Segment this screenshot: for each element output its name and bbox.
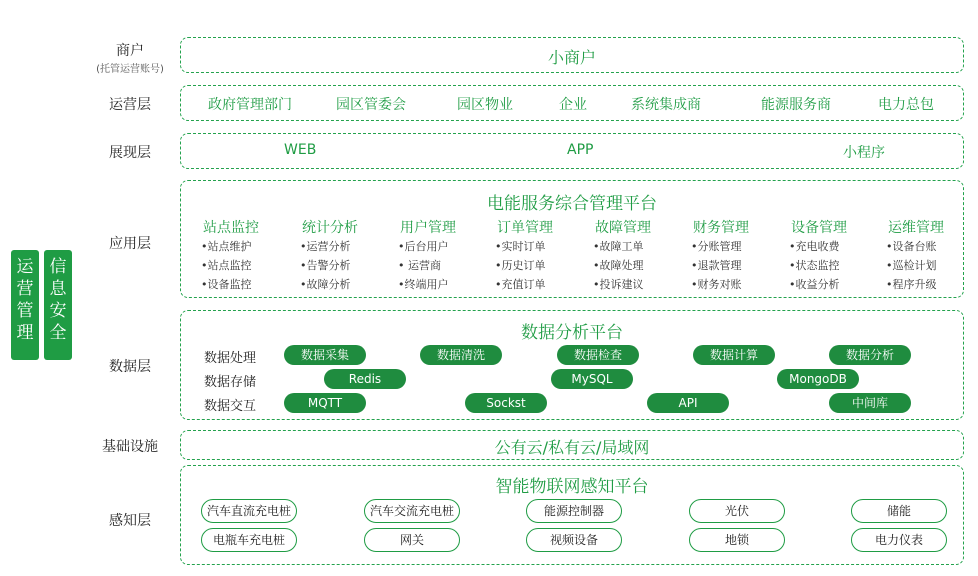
- data-layer-box: [180, 310, 964, 420]
- application-platform-title: 电能服务综合管理平台: [487, 194, 657, 214]
- merchant-layer-label: [60, 40, 200, 75]
- data-row-label-processing: 数据处理: [204, 351, 257, 366]
- data-interaction-pill: 中间库: [829, 393, 911, 413]
- data-processing-pill: 数据清洗: [420, 345, 502, 365]
- device-pill: 汽车直流充电桩: [201, 499, 297, 523]
- column-item: •财务对账: [691, 278, 742, 291]
- column-item: •终端用户: [398, 278, 449, 291]
- merchant-layer-title: 商户: [116, 43, 144, 59]
- side-bar-information-security: [44, 250, 72, 360]
- column-title: 财务管理: [693, 220, 749, 236]
- operation-item: 能源服务商: [761, 97, 831, 113]
- data-row-label-storage: 数据存储: [204, 375, 257, 390]
- column-item: •充值订单: [495, 278, 546, 291]
- perception-layer-box: [180, 465, 964, 565]
- data-processing-pill: 数据检查: [557, 345, 639, 365]
- application-column: [886, 217, 946, 294]
- application-column: [691, 217, 751, 294]
- device-pill: 能源控制器: [526, 499, 622, 523]
- operation-item: 政府管理部门: [208, 97, 292, 113]
- column-item: •告警分析: [300, 259, 351, 272]
- display-item-miniprogram: 小程序: [843, 145, 885, 161]
- application-column: [495, 217, 555, 294]
- column-item: •实时订单: [495, 240, 546, 253]
- column-title: 故障管理: [595, 220, 651, 236]
- display-item-app: APP: [567, 142, 594, 158]
- column-title: 用户管理: [400, 220, 456, 236]
- column-item: •运营分析: [300, 240, 351, 253]
- application-column: [593, 217, 653, 294]
- column-title: 站点监控: [203, 220, 259, 236]
- device-pill: 网关: [364, 528, 460, 552]
- operation-item: 电力总包: [878, 97, 934, 113]
- operation-item: 园区管委会: [336, 97, 406, 113]
- column-item: •故障工单: [593, 240, 644, 253]
- infra-layer-label: 基础设施: [102, 439, 158, 455]
- device-pill: 储能: [851, 499, 947, 523]
- data-interaction-pill: Sockst: [465, 393, 547, 413]
- column-item: •分账管理: [691, 240, 742, 253]
- device-pill: 地锁: [689, 528, 785, 552]
- application-column: [300, 217, 360, 294]
- data-storage-pill: Redis: [324, 369, 406, 389]
- column-item: •故障处理: [593, 259, 644, 272]
- merchant-layer-subtitle: (托管运营账号): [96, 64, 164, 75]
- column-item: •退款管理: [691, 259, 742, 272]
- column-title: 设备管理: [791, 220, 847, 236]
- column-item: •投诉建议: [593, 278, 644, 291]
- side-bar-information-security-label: 信息安全: [49, 257, 67, 343]
- column-item: •设备台账: [886, 240, 937, 253]
- device-pill: 电瓶车充电桩: [201, 528, 297, 552]
- operation-item: 企业: [559, 97, 587, 113]
- column-item: •程序升级: [886, 278, 937, 291]
- operation-layer-label: 运营层: [109, 97, 151, 113]
- operation-layer-box: [180, 85, 964, 121]
- column-item: •后台用户: [398, 240, 449, 253]
- merchant-content: 小商户: [547, 48, 596, 67]
- application-column: [398, 217, 458, 294]
- display-layer-label: 展现层: [109, 145, 151, 161]
- data-processing-pill: 数据分析: [829, 345, 911, 365]
- device-pill: 汽车交流充电桩: [364, 499, 460, 523]
- application-layer-label: 应用层: [109, 236, 151, 252]
- perception-layer-label: 感知层: [109, 513, 151, 529]
- perception-platform-title: 智能物联网感知平台: [495, 477, 649, 497]
- infra-content: 公有云/私有云/局域网: [494, 438, 650, 457]
- operation-item: 园区物业: [457, 97, 513, 113]
- application-column: [789, 217, 849, 294]
- column-item: •充电收费: [789, 240, 840, 253]
- column-item: •站点监控: [201, 259, 252, 272]
- device-pill: 视频设备: [526, 528, 622, 552]
- column-item: •巡检计划: [886, 259, 937, 272]
- column-item: •站点维护: [201, 240, 252, 253]
- data-processing-pill: 数据计算: [693, 345, 775, 365]
- data-storage-pill: MongoDB: [777, 369, 859, 389]
- operation-item: 系统集成商: [631, 97, 701, 113]
- display-item-web: WEB: [284, 142, 317, 158]
- column-item: •收益分析: [789, 278, 840, 291]
- column-item: •状态监控: [789, 259, 840, 272]
- data-storage-pill: MySQL: [551, 369, 633, 389]
- column-title: 统计分析: [302, 220, 358, 236]
- device-pill: 电力仪表: [851, 528, 947, 552]
- column-title: 运维管理: [888, 220, 944, 236]
- application-layer-box: [180, 180, 964, 298]
- column-title: 订单管理: [497, 220, 553, 236]
- column-item: •历史订单: [495, 259, 546, 272]
- column-item: •故障分析: [300, 278, 351, 291]
- display-layer-box: [180, 133, 964, 169]
- data-interaction-pill: API: [647, 393, 729, 413]
- data-interaction-pill: MQTT: [284, 393, 366, 413]
- application-column: [201, 217, 261, 294]
- column-item: •设备监控: [201, 278, 252, 291]
- data-row-label-interaction: 数据交互: [204, 399, 257, 414]
- data-layer-label: 数据层: [109, 359, 151, 375]
- merchant-layer-box: [180, 37, 964, 73]
- data-processing-pill: 数据采集: [284, 345, 366, 365]
- side-bar-operation-management: [11, 250, 39, 360]
- device-pill: 光伏: [689, 499, 785, 523]
- column-item: • 运营商: [398, 259, 441, 272]
- data-platform-title: 数据分析平台: [521, 323, 623, 343]
- side-bar-operation-management-label: 运营管理: [16, 257, 34, 343]
- infra-layer-box: [180, 430, 964, 460]
